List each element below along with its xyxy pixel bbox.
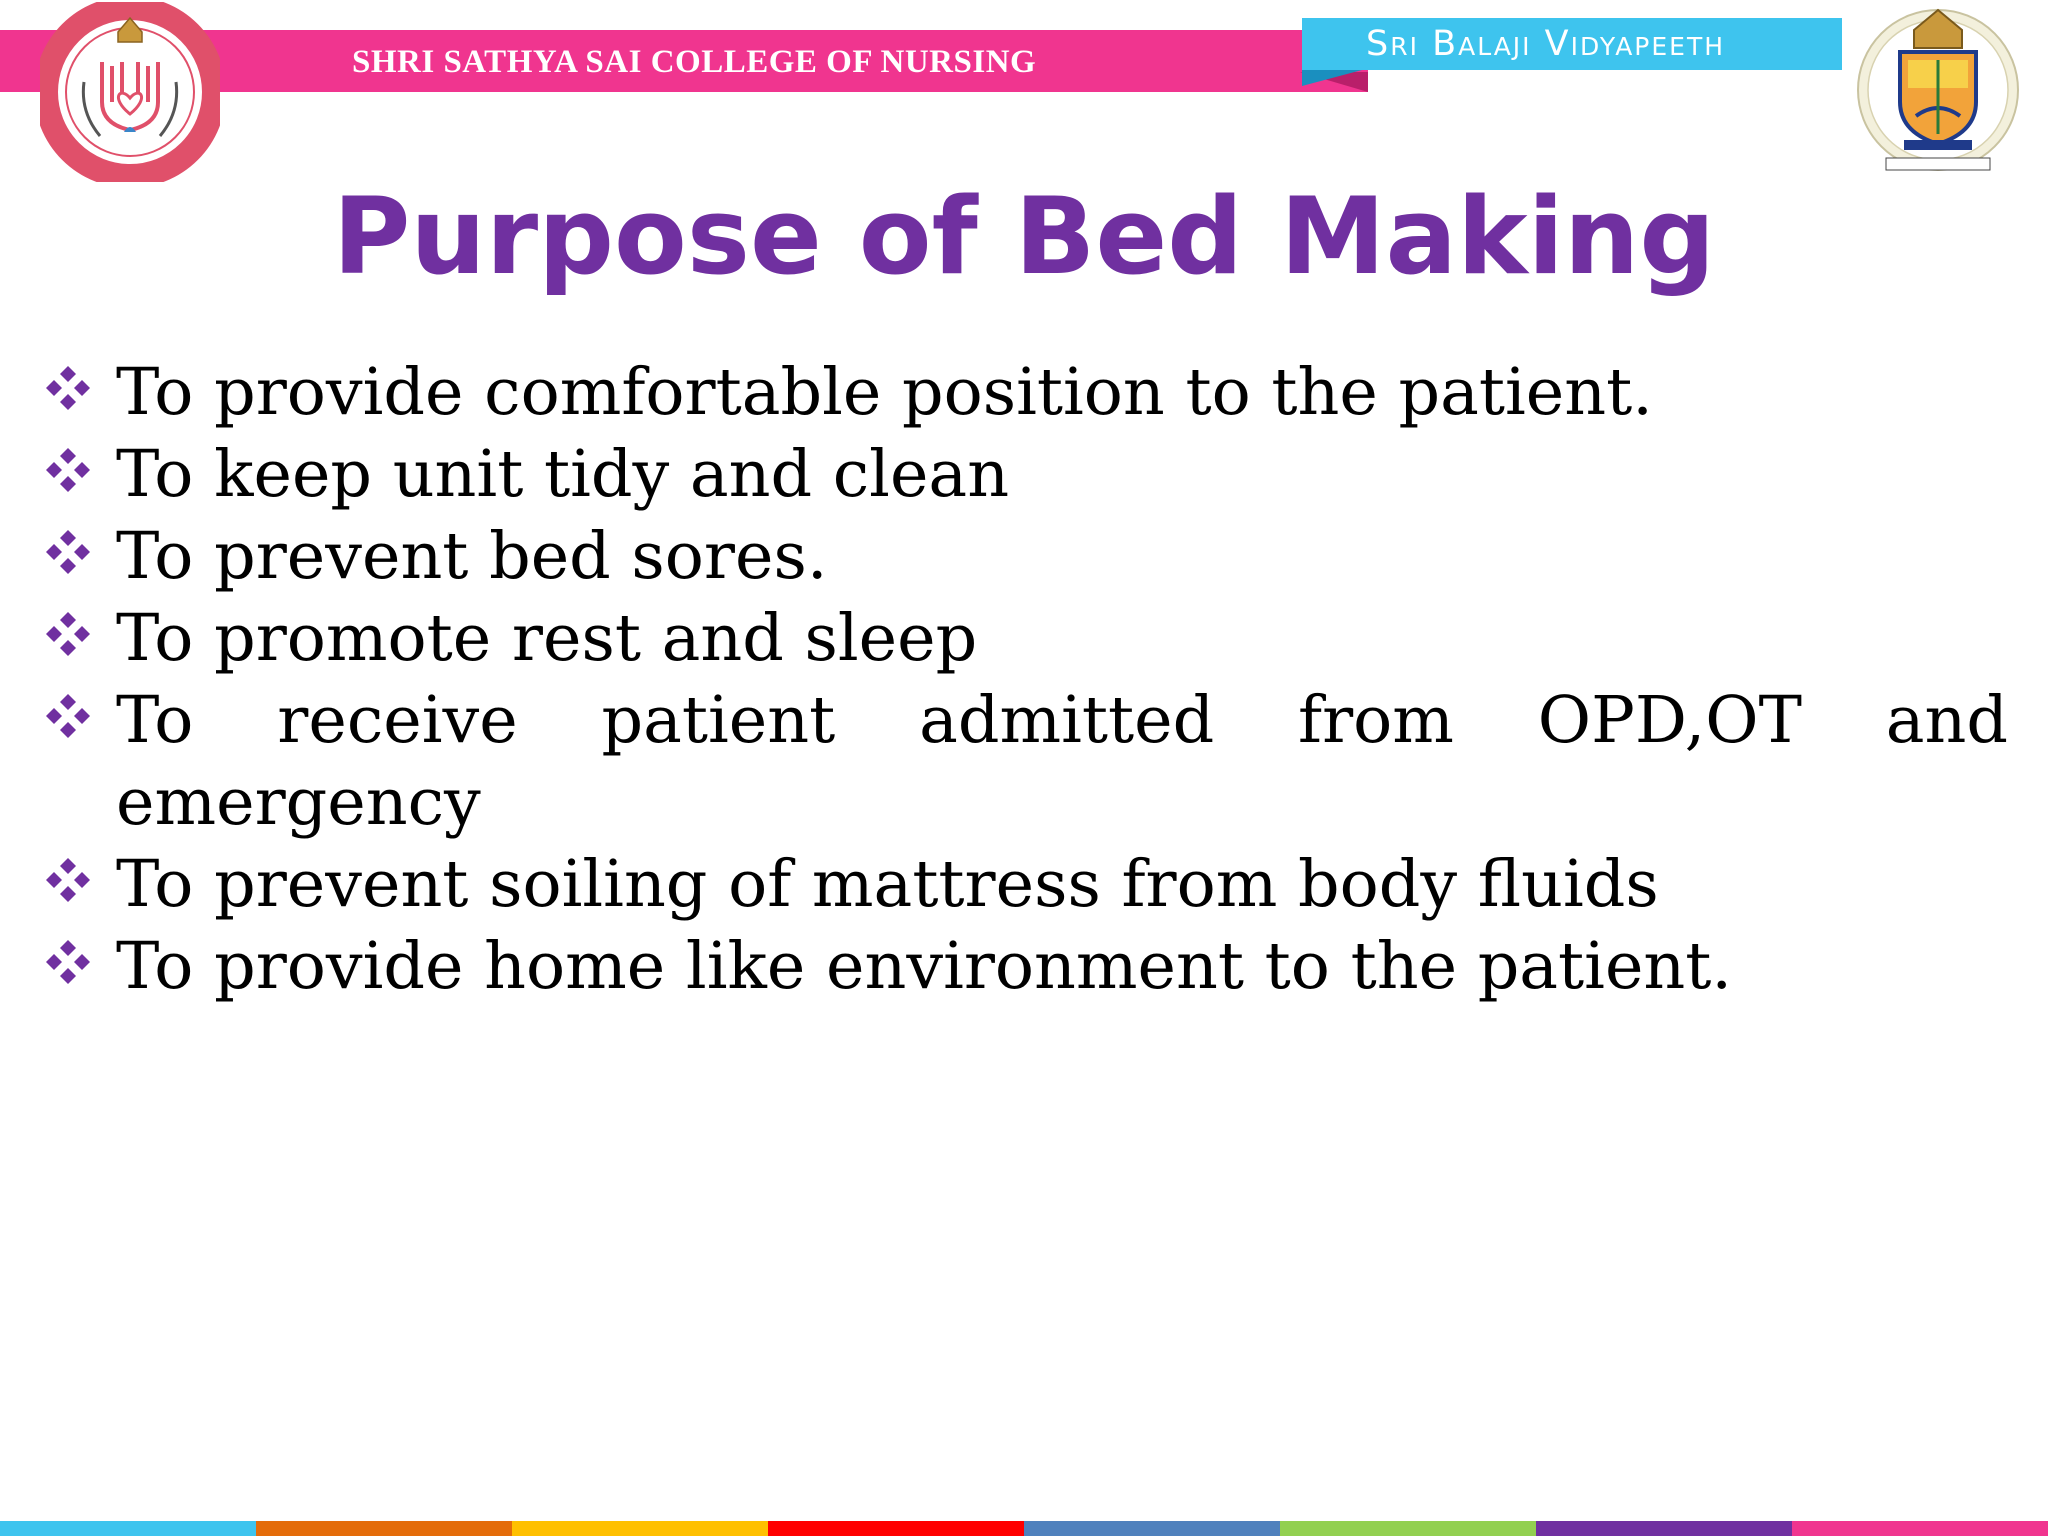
bullet-text: To promote rest and sleep — [116, 601, 978, 676]
stripe-segment — [512, 1521, 768, 1536]
four-diamond-bullet-icon — [44, 446, 92, 494]
four-diamond-bullet-icon — [44, 856, 92, 904]
stripe-segment — [768, 1521, 1024, 1536]
four-diamond-bullet-icon — [44, 610, 92, 658]
bullet-item — [44, 516, 2008, 598]
bullet-item — [44, 352, 2008, 434]
stripe-segment — [1792, 1521, 2048, 1536]
college-name: SHRI SATHYA SAI COLLEGE OF NURSING — [352, 44, 1037, 80]
slide-title: Purpose of Bed Making — [332, 175, 1716, 298]
bullet-item — [44, 680, 2008, 844]
bullet-item — [44, 434, 2008, 516]
bullet-text: To prevent bed sores. — [116, 519, 828, 594]
bullet-list — [44, 352, 2008, 1008]
stripe-segment — [256, 1521, 512, 1536]
stripe-segment — [1536, 1521, 1792, 1536]
bullet-text: To provide comfortable position to the patient. — [116, 355, 1653, 430]
university-name: Sri Balaji Vidyapeeth — [1366, 24, 1726, 64]
stripe-segment — [1024, 1521, 1280, 1536]
four-diamond-bullet-icon — [44, 528, 92, 576]
bullet-item — [44, 926, 2008, 1008]
bullet-text: To receive patient admitted from OPD,OT and emergency — [116, 683, 2008, 840]
stripe-segment — [1280, 1521, 1536, 1536]
bullet-item — [44, 844, 2008, 926]
bottom-color-stripe — [0, 1521, 2048, 1536]
bullet-text: To keep unit tidy and clean — [116, 437, 1010, 512]
university-logo — [1856, 4, 2020, 180]
bullet-text: To provide home like environment to the patient. — [116, 929, 1733, 1004]
four-diamond-bullet-icon — [44, 938, 92, 986]
college-logo — [40, 2, 220, 182]
bullet-text: To prevent soiling of mattress from body fluids — [116, 847, 1659, 922]
stripe-segment — [0, 1521, 256, 1536]
four-diamond-bullet-icon — [44, 692, 92, 740]
bullet-item — [44, 598, 2008, 680]
four-diamond-bullet-icon — [44, 364, 92, 412]
